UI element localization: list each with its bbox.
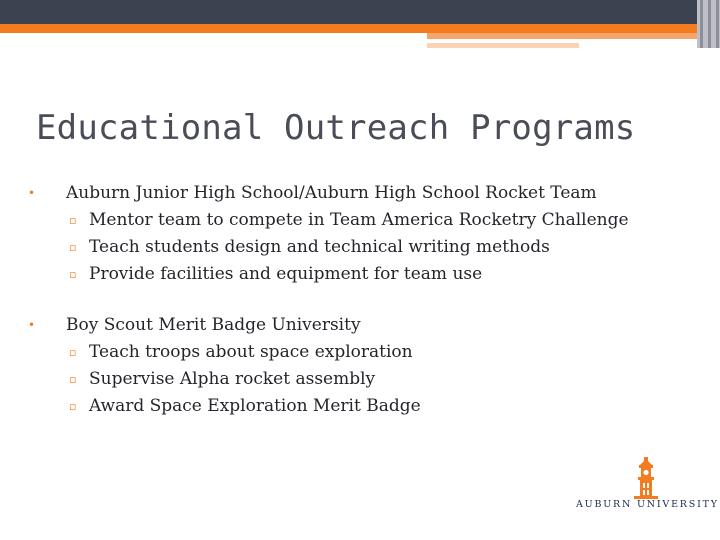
slide-title: Educational Outreach Programs [36,108,636,148]
sub-bullet-text: Supervise Alpha rocket assembly [89,369,376,389]
header-accent-stripe [0,24,720,33]
sub-bullet-item [28,207,698,234]
sub-bullet-text: Teach troops about space exploration [89,342,413,362]
bullet-dot-icon: • [28,318,36,332]
sub-bullet-text: Award Space Exploration Merit Badge [89,396,421,416]
sub-bullet-item [28,366,698,393]
header-accent-stripe-light [427,33,720,39]
square-bullet-icon: ▫ [69,400,77,413]
sub-bullet-text: Provide facilities and equipment for team use [89,264,483,284]
bullet-text: Boy Scout Merit Badge University [66,315,361,335]
logo-wordmark: AUBURN UNIVERSITY [576,499,719,510]
sub-bullet-item [28,261,698,288]
sub-bullet-item [28,339,698,366]
sub-bullet-item [28,234,698,261]
bullet-group-scout-merit-badge [28,312,698,420]
sub-bullet-text: Teach students design and technical writing methods [89,237,550,257]
square-bullet-icon: ▫ [69,346,77,359]
bullet-text: Auburn Junior High School/Auburn High School Rocket Team [66,183,597,203]
square-bullet-icon: ▫ [69,214,77,227]
square-bullet-icon: ▫ [69,241,77,254]
header-accent-stripe-pale [427,43,579,48]
square-bullet-icon: ▫ [69,373,77,386]
bullet-item [28,312,698,339]
bullet-item [28,180,698,207]
auburn-university-logo [576,455,719,520]
sub-bullet-item [28,393,698,420]
slide-body [28,180,698,444]
sub-bullet-text: Mentor team to compete in Team America Rocketry Challenge [89,210,629,230]
bullet-group-rocket-team [28,180,698,288]
header-band [0,0,720,24]
square-bullet-icon: ▫ [69,268,77,281]
header-corner-strip [697,0,720,48]
auburn-tower-icon [576,455,716,499]
bullet-dot-icon: • [28,186,36,200]
